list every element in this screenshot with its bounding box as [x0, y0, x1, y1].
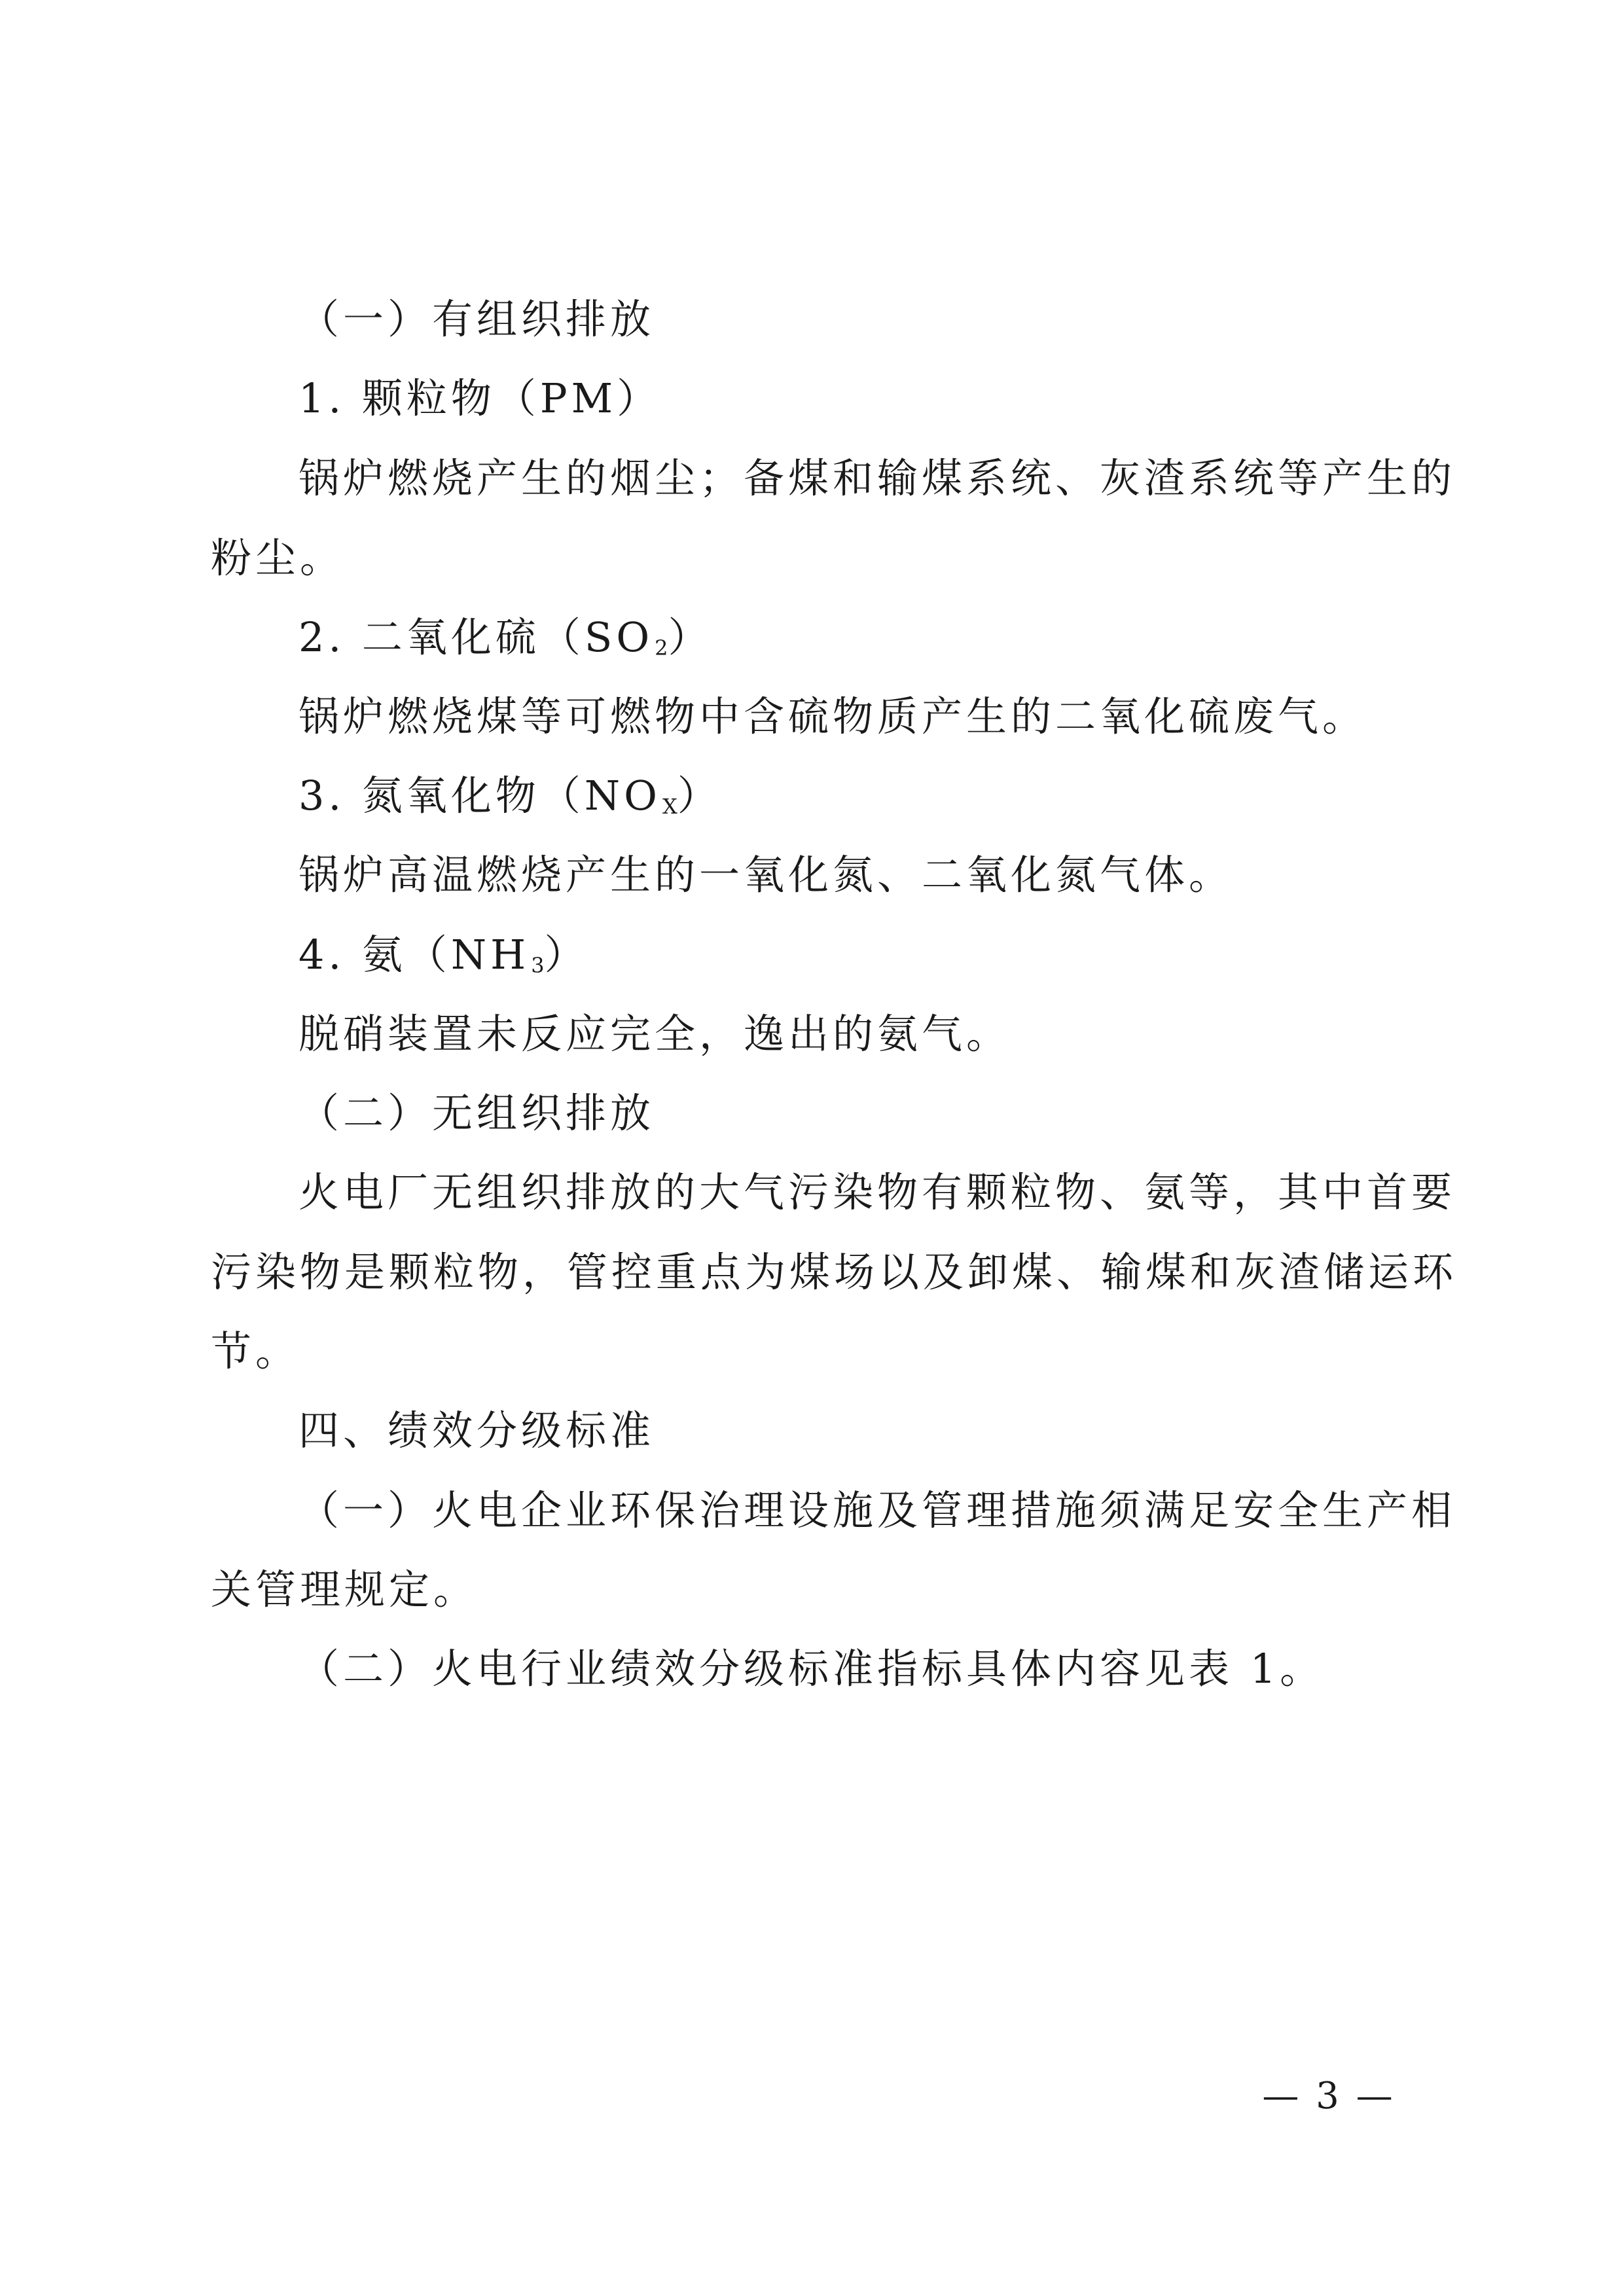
fugitive-description-line-3: 节。 — [211, 1327, 300, 1375]
nox-subscript: X — [662, 794, 677, 819]
pm-description-line-2: 粉尘。 — [211, 534, 345, 582]
so2-title-prefix: 2. 二氧化硫（SO — [298, 613, 654, 661]
grading-item-1-line-1: （一）火电企业环保治理设施及管理措施须满足安全生产相 — [298, 1486, 1456, 1534]
nh3-description: 脱硝装置未反应完全，逸出的氨气。 — [298, 1010, 1011, 1058]
so2-subscript: 2 — [655, 636, 668, 660]
nox-description: 锅炉高温燃烧产生的一氧化氮、二氧化氮气体。 — [298, 851, 1234, 899]
page-number: — 3 — — [1262, 2075, 1396, 2117]
nh3-title-prefix: 4. 氨（NH — [298, 931, 530, 978]
nh3-subscript: 3 — [531, 953, 545, 978]
nh3-title — [298, 931, 1428, 978]
nh3-title-suffix: ） — [544, 931, 589, 978]
fugitive-emission-heading: （二）无组织排放 — [298, 1089, 655, 1137]
so2-title-suffix: ） — [668, 613, 713, 661]
fugitive-description-line-2: 污染物是颗粒物，管控重点为煤场以及卸煤、输煤和灰渣储运环 — [211, 1248, 1458, 1296]
so2-description: 锅炉燃烧煤等可燃物中含硫物质产生的二氧化硫废气。 — [298, 692, 1367, 740]
so2-title — [298, 613, 1428, 661]
grading-item-2: （二）火电行业绩效分级标准指标具体内容见表 1。 — [298, 1645, 1325, 1693]
pm-description-line-1: 锅炉燃烧产生的烟尘；备煤和输煤系统、灰渣系统等产生的 — [298, 454, 1456, 502]
pm-title: 1. 颗粒物（PM） — [298, 374, 662, 422]
fugitive-description-line-1: 火电厂无组织排放的大气污染物有颗粒物、氨等，其中首要 — [298, 1168, 1456, 1216]
nox-title — [298, 772, 1428, 819]
nox-title-prefix: 3. 氮氧化物（NO — [298, 772, 661, 819]
grading-standard-heading: 四、绩效分级标准 — [298, 1407, 655, 1454]
nox-title-suffix: ） — [677, 772, 722, 819]
organized-emission-heading: （一）有组织排放 — [298, 295, 655, 343]
grading-item-1-line-2: 关管理规定。 — [211, 1566, 478, 1613]
